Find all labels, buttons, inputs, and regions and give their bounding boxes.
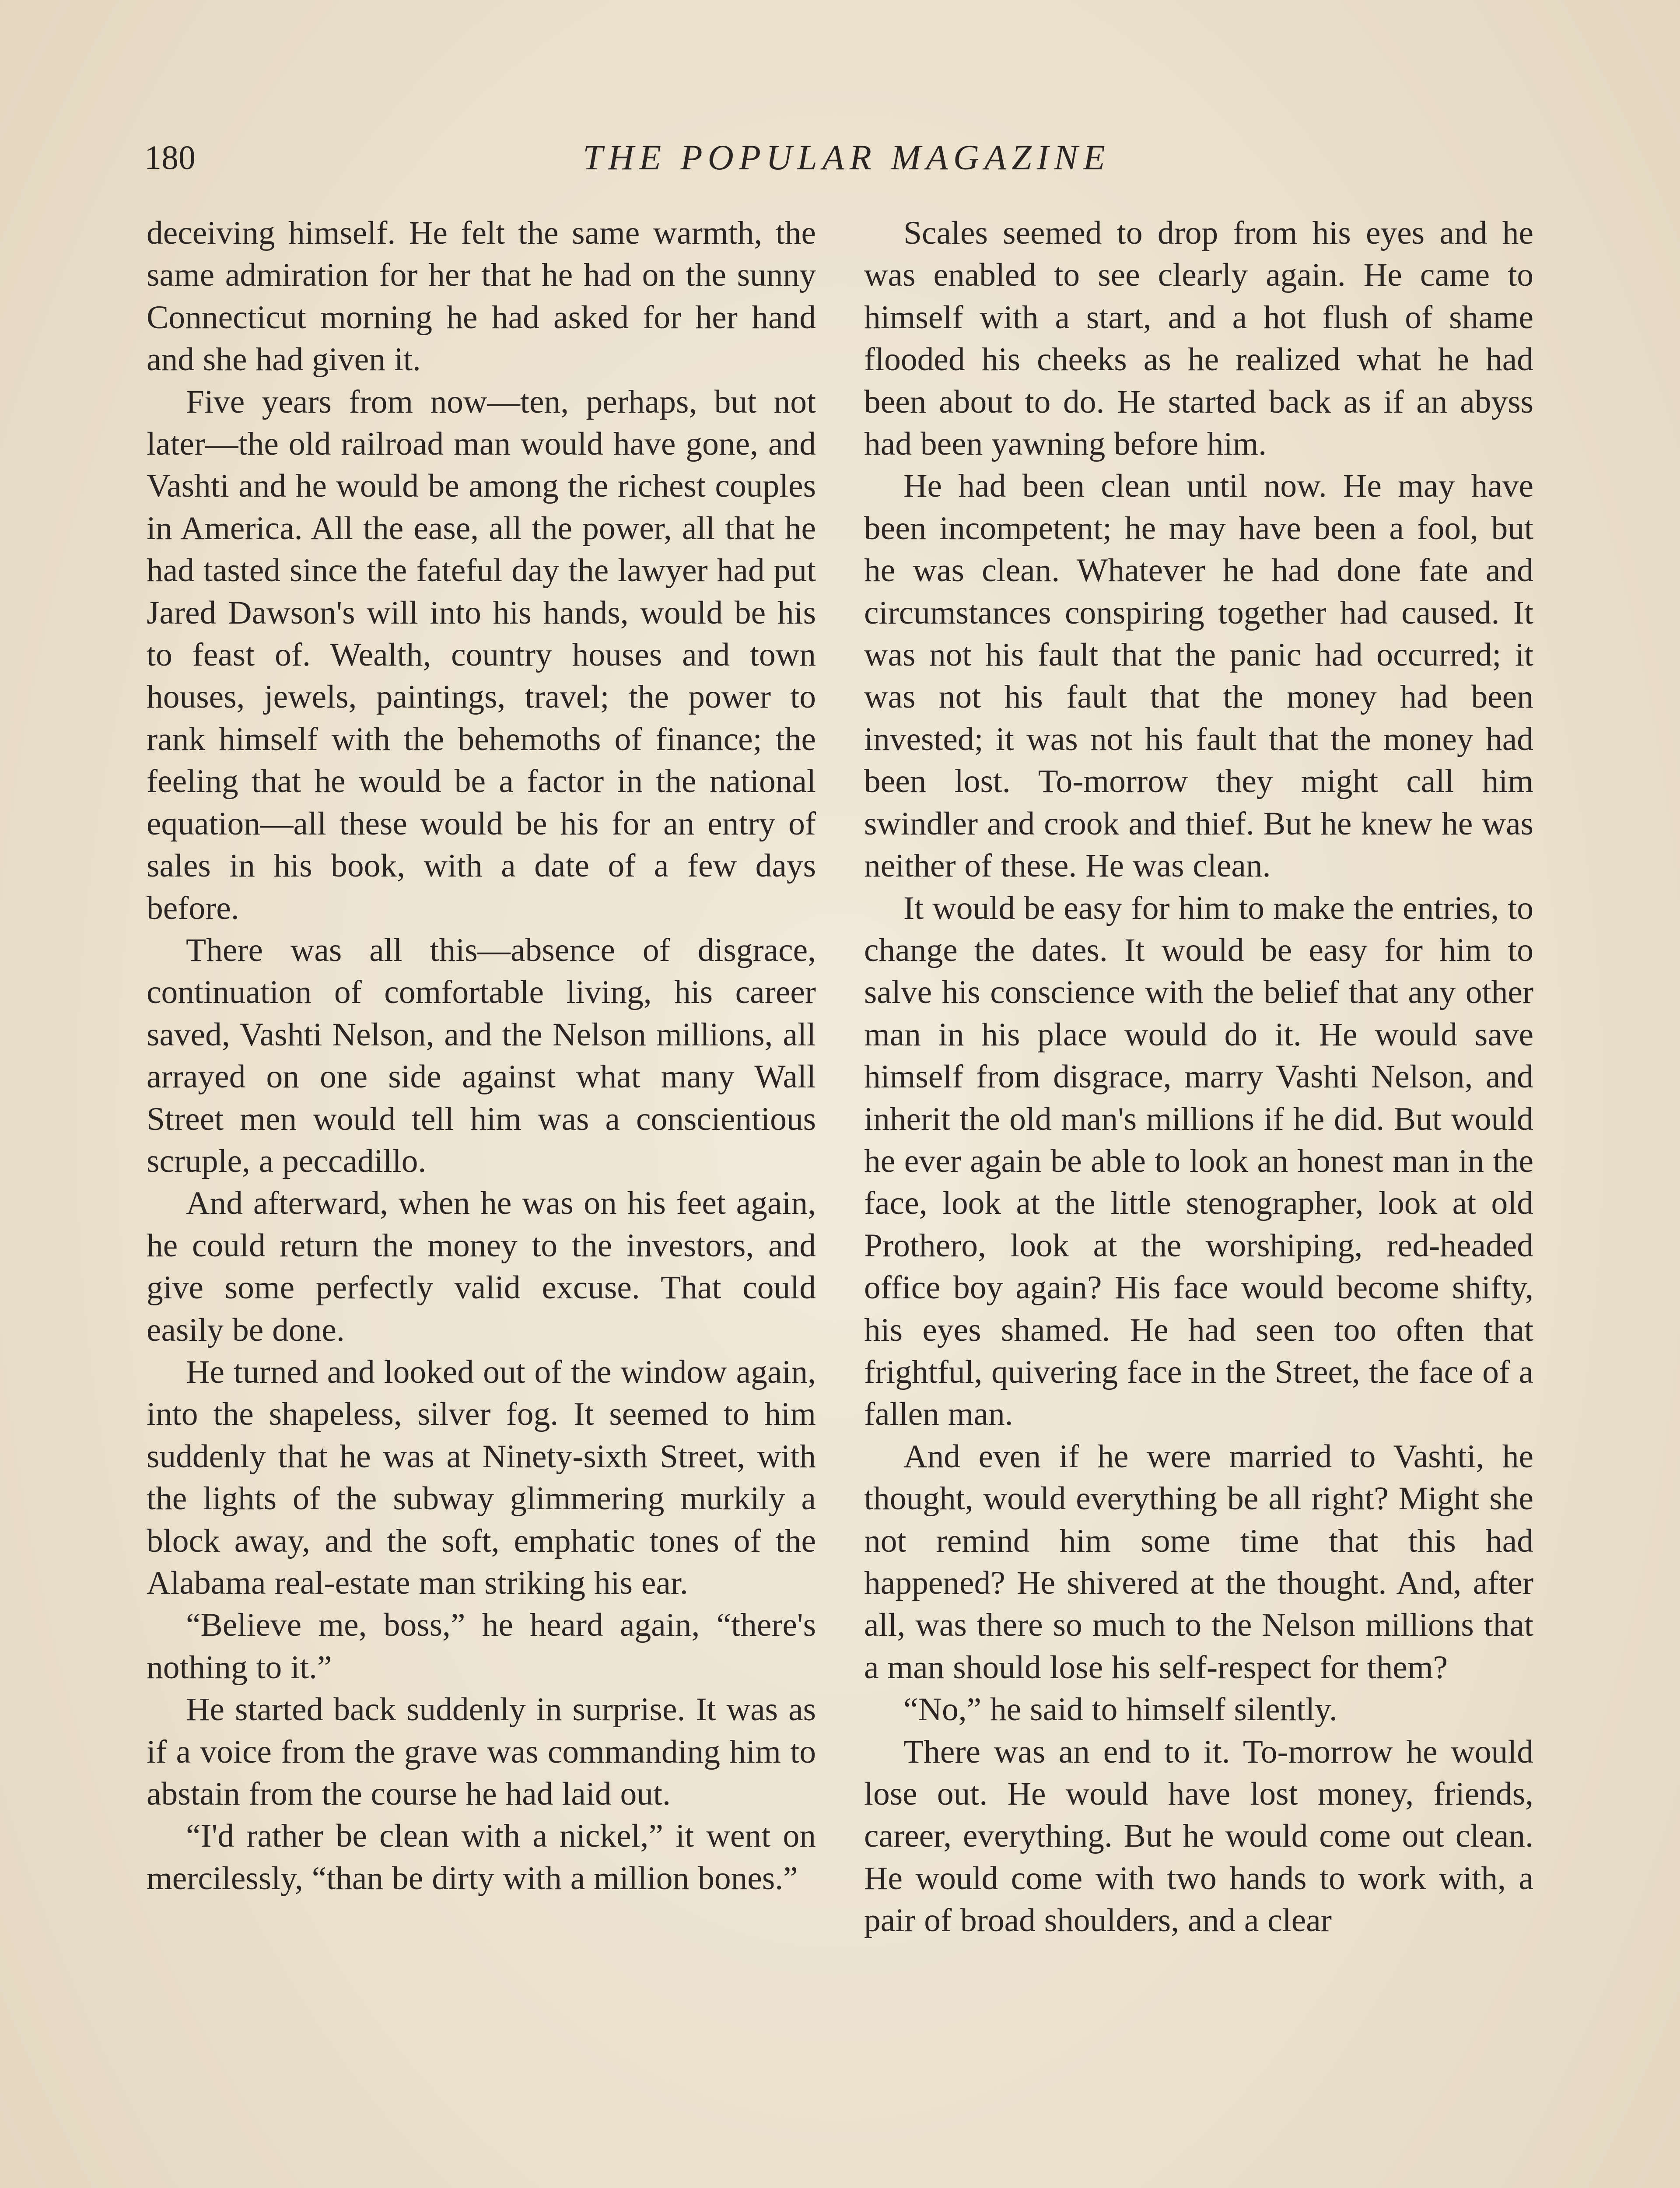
paragraph: He turned and looked out of the window again, into the shapeless, silver fog. It seemed to him suddenly that he was at Ninety-sixth Street, with the lights of the subway glimmering murkily a block away, and the soft, emphatic tones of the Alabama real-estate man striking his ear. [147, 1353, 816, 1601]
paragraph: “I'd rather be clean with a nickel,” it went on mercilessly, “than be dirty with a million bones.” [147, 1818, 816, 1897]
running-head: THE POPULAR MAGAZINE [583, 137, 1110, 177]
paragraph: There was an end to it. To-morrow he would lose out. He would have lost money, friends, career, everything. But he would come out clean. He would come with two hands to work with, a pair of broad shoulders, and a clear [864, 1733, 1533, 1939]
page-number: 180 [144, 138, 196, 176]
left-column [147, 212, 816, 1900]
paragraph: Five years from now—ten, perhaps, but not later—the old railroad man would have gone, and Vashti and he would be among the richest couples in America. All the ease, all the power, all that he had tasted since the fateful day the lawyer had put Jared Dawson's will into his hands, would be his to feast of. Wealth, country houses and town houses, jewels, paintings, travel; the power to rank himself with the behemoths of finance; the feeling that he would be a factor in the national equation—all these would be his for an entry of sales in his book, with a date of a few days before. [147, 383, 816, 926]
right-column [864, 212, 1533, 1942]
paragraph: It would be easy for him to make the entries, to change the dates. It would be easy for him to salve his conscience with the belief that any other man in his place would do it. He would save himself from disgrace, marry Vashti Nelson, and inherit the old man's millions if he did. But would he ever again be able to look an honest man in the face, look at the little stenographer, look at old Prothero, look at the worshiping, red-headed office boy again? His face would become shifty, his eyes shamed. He had seen too often that frightful, quivering face in the Street, the face of a fallen man. [864, 890, 1533, 1433]
page-header [144, 131, 1549, 184]
paragraph: deceiving himself. He felt the same warmth, the same admiration for her that he had on the sunny Connecticut morning he had asked for her hand and she had given it. [147, 215, 816, 378]
paragraph: “Believe me, boss,” he heard again, “there's nothing to it.” [147, 1607, 816, 1686]
paragraph: Scales seemed to drop from his eyes and he was enabled to see clearly again. He came to himself with a start, and a hot flush of shame flooded his cheeks as he realized what he had been about to do. He started back as if an abyss had been yawning before him. [864, 215, 1533, 463]
paragraph: There was all this—absence of disgrace, continuation of comfortable living, his career saved, Vashti Nelson, and the Nelson millions, all arrayed on one side against what many Wall Street men would tell him was a conscientious scruple, a peccadillo. [147, 932, 816, 1179]
paragraph: And afterward, when he was on his feet again, he could return the money to the investors, and give some perfectly valid excuse. That could easily be done. [147, 1185, 816, 1348]
paragraph: He had been clean until now. He may have been incompetent; he may have been a fool, but he was clean. Whatever he had done fate and circumstances conspiring together had caused. It was not his fault that the panic had occurred; it was not his fault that the money had been invested; it was not his fault that the money had been lost. To-morrow they might call him swindler and crook and thief. But he knew he was neither of these. He was clean. [864, 468, 1533, 884]
paragraph: And even if he were married to Vashti, he thought, would everything be all right? Might she not remind him some time that this had happened? He shivered at the thought. And, after all, was there so much to the Nelson millions that a man should lose his self-respect for them? [864, 1438, 1533, 1686]
paragraph: He started back suddenly in surprise. It was as if a voice from the grave was commanding him to abstain from the course he had laid out. [147, 1691, 816, 1813]
paragraph: “No,” he said to himself silently. [903, 1691, 1337, 1728]
